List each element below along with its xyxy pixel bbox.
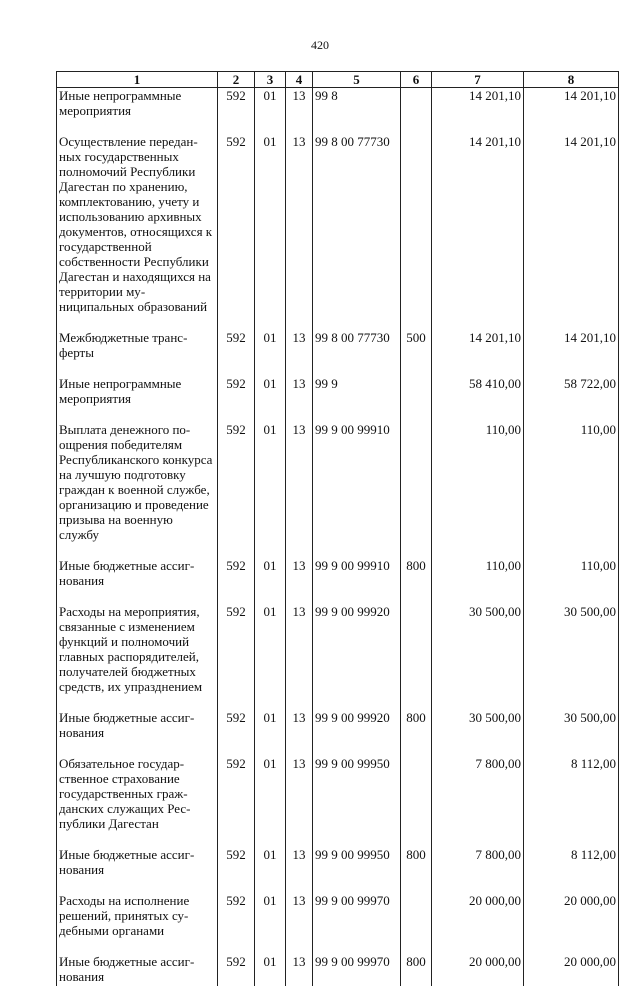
row-col-3: 01 [255,88,286,135]
table-header-row [57,72,619,88]
row-col-3: 01 [255,376,286,422]
row-col-7: 30 500,00 [432,604,524,710]
page-number: 420 [0,38,640,53]
header-col-8: 8 [524,72,619,88]
row-col-5: 99 9 00 99910 [313,422,401,558]
row-col-2: 592 [218,376,255,422]
row-col-6 [401,893,432,954]
row-col-5: 99 8 [313,88,401,135]
row-col-5: 99 9 00 99950 [313,756,401,847]
row-col-7: 7 800,00 [432,847,524,893]
row-col-5: 99 8 00 77730 [313,134,401,330]
row-col-4: 13 [286,604,313,710]
table-row [57,88,619,135]
row-col-2: 592 [218,847,255,893]
table-row [57,558,619,604]
header-col-3: 3 [255,72,286,88]
row-name: Иные непрограммные мероприятия [57,88,218,135]
row-col-2: 592 [218,134,255,330]
row-col-5: 99 8 00 77730 [313,330,401,376]
row-col-3: 01 [255,604,286,710]
row-col-6: 800 [401,954,432,986]
row-col-5: 99 9 00 99950 [313,847,401,893]
row-col-6: 800 [401,710,432,756]
table-row [57,954,619,986]
row-name: Расходы на мероприятия, связанные с изменением функций и полномочий главных распорядителей, получателей бюджетных средств, их упразднением [57,604,218,710]
row-col-4: 13 [286,88,313,135]
row-col-2: 592 [218,893,255,954]
header-col-6: 6 [401,72,432,88]
row-col-2: 592 [218,422,255,558]
row-name: Обязательное государственное страхование государственных гражданских служащих Республики Дагестан [57,756,218,847]
table-row [57,134,619,330]
row-col-3: 01 [255,847,286,893]
row-col-2: 592 [218,330,255,376]
row-name: Иные бюджетные ассигнования [57,710,218,756]
row-col-2: 592 [218,756,255,847]
row-col-6 [401,88,432,135]
row-col-8: 8 112,00 [524,756,619,847]
table-row [57,376,619,422]
row-col-6 [401,604,432,710]
row-col-3: 01 [255,422,286,558]
row-col-8: 58 722,00 [524,376,619,422]
table-row [57,893,619,954]
row-col-3: 01 [255,893,286,954]
row-col-5: 99 9 00 99920 [313,710,401,756]
row-col-7: 20 000,00 [432,893,524,954]
row-col-4: 13 [286,134,313,330]
row-name: Межбюджетные трансферты [57,330,218,376]
row-col-2: 592 [218,604,255,710]
row-col-6: 500 [401,330,432,376]
row-col-6 [401,134,432,330]
row-col-7: 30 500,00 [432,710,524,756]
table-body [57,88,619,986]
row-name: Выплата денежного поощрения победителям Республиканского конкурса на лучшую подготовку граждан к военной службе, организацию и проведение призыва на военную службу [57,422,218,558]
row-col-2: 592 [218,88,255,135]
row-col-3: 01 [255,134,286,330]
row-col-7: 58 410,00 [432,376,524,422]
row-col-7: 14 201,10 [432,330,524,376]
row-col-7: 110,00 [432,558,524,604]
header-col-5: 5 [313,72,401,88]
row-col-6 [401,422,432,558]
row-name: Осуществление переданных государственных полномочий Республики Дагестан по хранению, комплектованию, учету и использованию архивных документов, относящихся к государственной собственности Республики Дагестан и находящихся на территории муниципальных образований [57,134,218,330]
row-col-6 [401,756,432,847]
budget-table [56,71,619,986]
header-col-4: 4 [286,72,313,88]
row-name: Иные бюджетные ассигнования [57,847,218,893]
row-name: Расходы на исполнение решений, принятых судебными органами [57,893,218,954]
row-col-8: 20 000,00 [524,893,619,954]
row-col-3: 01 [255,710,286,756]
table-row [57,710,619,756]
row-col-7: 110,00 [432,422,524,558]
row-col-7: 20 000,00 [432,954,524,986]
row-col-4: 13 [286,710,313,756]
row-col-8: 20 000,00 [524,954,619,986]
row-col-4: 13 [286,954,313,986]
row-col-6: 800 [401,558,432,604]
row-name: Иные бюджетные ассигнования [57,558,218,604]
row-col-6 [401,376,432,422]
row-col-4: 13 [286,330,313,376]
table-row [57,756,619,847]
row-col-4: 13 [286,893,313,954]
row-col-5: 99 9 [313,376,401,422]
row-col-4: 13 [286,376,313,422]
row-col-2: 592 [218,710,255,756]
row-col-4: 13 [286,847,313,893]
row-name: Иные бюджетные ассигнования [57,954,218,986]
table-row [57,422,619,558]
row-name: Иные непрограммные мероприятия [57,376,218,422]
row-col-5: 99 9 00 99920 [313,604,401,710]
row-col-5: 99 9 00 99910 [313,558,401,604]
row-col-3: 01 [255,558,286,604]
row-col-4: 13 [286,756,313,847]
row-col-8: 8 112,00 [524,847,619,893]
table-row [57,604,619,710]
row-col-5: 99 9 00 99970 [313,893,401,954]
row-col-5: 99 9 00 99970 [313,954,401,986]
row-col-8: 110,00 [524,558,619,604]
row-col-4: 13 [286,422,313,558]
row-col-8: 110,00 [524,422,619,558]
row-col-8: 14 201,10 [524,88,619,135]
row-col-6: 800 [401,847,432,893]
table-row [57,330,619,376]
row-col-3: 01 [255,954,286,986]
header-col-7: 7 [432,72,524,88]
row-col-7: 7 800,00 [432,756,524,847]
table-row [57,847,619,893]
row-col-3: 01 [255,330,286,376]
row-col-2: 592 [218,954,255,986]
row-col-3: 01 [255,756,286,847]
row-col-8: 30 500,00 [524,710,619,756]
row-col-8: 30 500,00 [524,604,619,710]
row-col-7: 14 201,10 [432,88,524,135]
header-col-2: 2 [218,72,255,88]
row-col-4: 13 [286,558,313,604]
row-col-8: 14 201,10 [524,330,619,376]
row-col-2: 592 [218,558,255,604]
header-col-1: 1 [57,72,218,88]
row-col-7: 14 201,10 [432,134,524,330]
row-col-8: 14 201,10 [524,134,619,330]
